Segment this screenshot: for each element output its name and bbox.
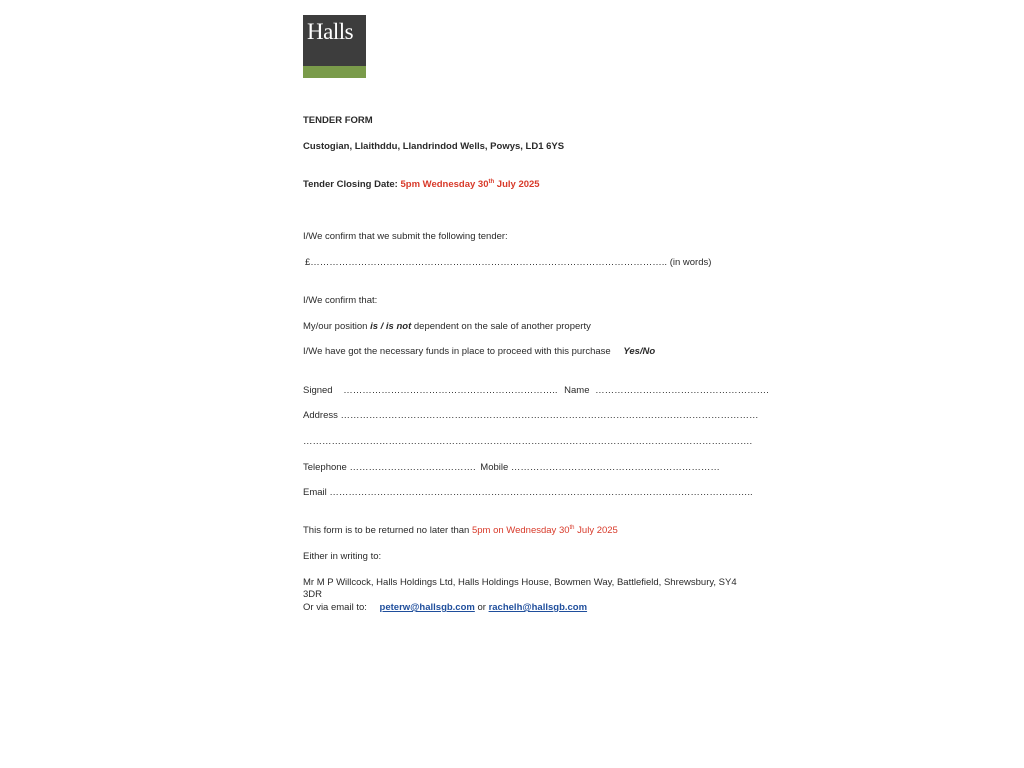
address-field-2[interactable]: ……………………………………………………………………………………………………………………………. (303, 436, 753, 447)
address-field[interactable]: …………………………………………………………………………………………………………………… (340, 410, 759, 421)
halls-logo (303, 15, 366, 78)
email-contact-line: Or via email to: peterw@hallsgb.com or rachelh@hallsgb.com (303, 602, 588, 613)
amount-dots[interactable]: ………………………………………………………………………………………………….. (310, 257, 668, 268)
telephone-mobile-row (303, 462, 720, 473)
confirm-tender-text: I/We confirm that we submit the following tender: (303, 231, 508, 242)
address-row (303, 410, 759, 421)
logo-band (303, 66, 366, 78)
name-field[interactable]: ………………………………………………. (595, 385, 769, 396)
in-words-label: (in words) (667, 257, 712, 268)
tender-amount-line[interactable] (305, 257, 711, 268)
return-deadline-line: This form is to be returned no later than 5pm on Wednesday 30th July 2025 (303, 524, 618, 536)
email-field[interactable]: …………………………………………………………………………………………………………………….. (329, 487, 753, 498)
telephone-label: Telephone (303, 462, 347, 473)
funds-option[interactable]: Yes/No (623, 346, 656, 357)
closing-date-line (303, 179, 540, 190)
closing-date-value: 5pm Wednesday 30th July 2025 (400, 178, 540, 190)
email-link-peterw[interactable]: peterw@hallsgb.com (379, 602, 475, 613)
telephone-field[interactable]: …………………………………. (349, 462, 476, 473)
funds-line: I/We have got the necessary funds in place to proceed with this purchase Yes/No (303, 346, 656, 357)
property-address: Custogian, Llaithddu, Llandrindod Wells, Powys, LD1 6YS (303, 141, 565, 152)
either-writing-text: Either in writing to: (303, 551, 382, 562)
mobile-label: Mobile (480, 462, 509, 473)
position-line: My/our position is / is not dependent on the sale of another property (303, 321, 591, 332)
email-prefix: Or via email to: (303, 602, 367, 613)
closing-date-label: Tender Closing Date: (303, 179, 398, 190)
email-label: Email (303, 487, 327, 498)
postal-address: Mr M P Willcock, Halls Holdings Ltd, Halls Holdings House, Bowmen Way, Battlefield, Shrewsbury, SY4 3DR (303, 577, 737, 600)
return-deadline: 5pm on Wednesday 30th July 2025 (471, 524, 618, 536)
confirm-that-text: I/We confirm that: (303, 295, 378, 306)
signed-name-row (303, 385, 769, 396)
logo-text: Halls (307, 19, 354, 44)
address-row-2 (303, 436, 752, 447)
email-link-rachelh[interactable]: rachelh@hallsgb.com (488, 602, 588, 613)
mobile-field[interactable]: ………………………………………………………… (510, 462, 720, 473)
position-option[interactable]: is / is not (370, 321, 412, 332)
address-label: Address (303, 410, 338, 421)
signed-field[interactable]: ………………………………………………………….. (343, 385, 558, 396)
signed-label: Signed (303, 385, 333, 396)
form-title: TENDER FORM (303, 115, 373, 126)
name-label: Name (564, 385, 590, 396)
pound-sign: £ (305, 257, 311, 268)
email-row (303, 487, 753, 498)
